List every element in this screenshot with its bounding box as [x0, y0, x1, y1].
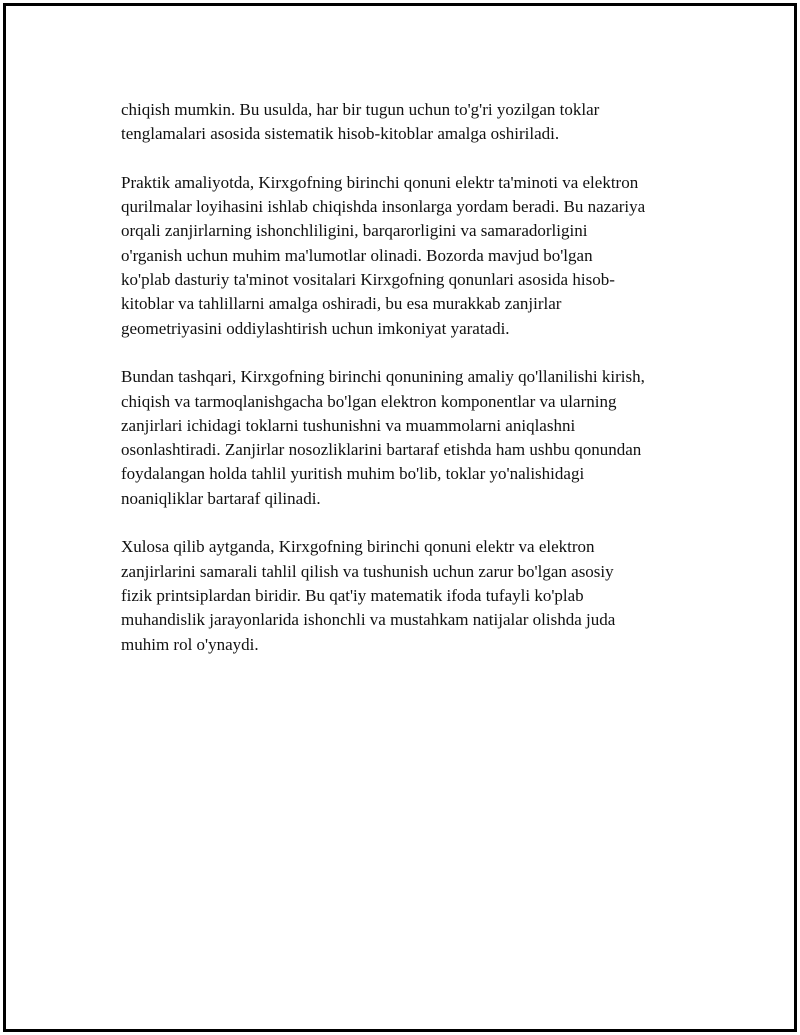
paragraph-line: foydalangan holda tahlil yuritish muhim bo'lib, toklar yo'nalishidagi: [121, 464, 585, 484]
paragraph-4: [121, 535, 699, 656]
paragraph-line: fizik printsiplardan biridir. Bu qat'iy matematik ifoda tufayli ko'plab: [121, 585, 584, 605]
paragraph-3: [121, 365, 699, 511]
paragraph-line: orqali zanjirlarning ishonchliligini, barqarorligini va samaradorligini: [121, 221, 588, 241]
paragraph-line: geometriyasini oddiylashtirish uchun imkoniyat yaratadi.: [121, 318, 510, 338]
paragraph-line: osonlashtiradi. Zanjirlar nosozliklarini bartaraf etishda ham ushbu qonundan: [121, 440, 642, 460]
paragraph-line: Xulosa qilib aytganda, Kirxgofning birinchi qonuni elektr va elektron: [121, 537, 595, 557]
document-body: [121, 98, 699, 681]
paragraph-1: [121, 98, 699, 147]
page-frame: [3, 3, 797, 1032]
paragraph-line: kitoblar va tahlillarni amalga oshiradi, bu esa murakkab zanjirlar: [121, 294, 562, 314]
paragraph-line: Praktik amaliyotda, Kirxgofning birinchi qonuni elektr ta'minoti va elektron: [121, 172, 639, 192]
paragraph-line: muhandislik jarayonlarida ishonchli va mustahkam natijalar olishda juda: [121, 610, 616, 630]
paragraph-line: ko'plab dasturiy ta'minot vositalari Kirxgofning qonunlari asosida hisob-: [121, 270, 615, 290]
paragraph-line: noaniqliklar bartaraf qilinadi.: [121, 488, 321, 508]
paragraph-line: o'rganish uchun muhim ma'lumotlar olinadi. Bozorda mavjud bo'lgan: [121, 245, 593, 265]
paragraph-line: muhim rol o'ynaydi.: [121, 634, 259, 654]
paragraph-line: zanjirlari ichidagi toklarni tushunishni va muammolarni aniqlashni: [121, 415, 576, 435]
paragraph-line: zanjirlarini samarali tahlil qilish va tushunish uchun zarur bo'lgan asosiy: [121, 561, 614, 581]
paragraph-line: Bundan tashqari, Kirxgofning birinchi qonunining amaliy qo'llanilishi kirish,: [121, 367, 645, 387]
paragraph-line: qurilmalar loyihasini ishlab chiqishda insonlarga yordam beradi. Bu nazariya: [121, 197, 646, 217]
paragraph-line: chiqish va tarmoqlanishgacha bo'lgan elektron komponentlar va ularning: [121, 391, 617, 411]
paragraph-line: tenglamalari asosida sistematik hisob-kitoblar amalga oshiriladi.: [121, 124, 560, 144]
paragraph-2: [121, 171, 699, 341]
paragraph-line: chiqish mumkin. Bu usulda, har bir tugun uchun to'g'ri yozilgan toklar: [121, 100, 600, 119]
